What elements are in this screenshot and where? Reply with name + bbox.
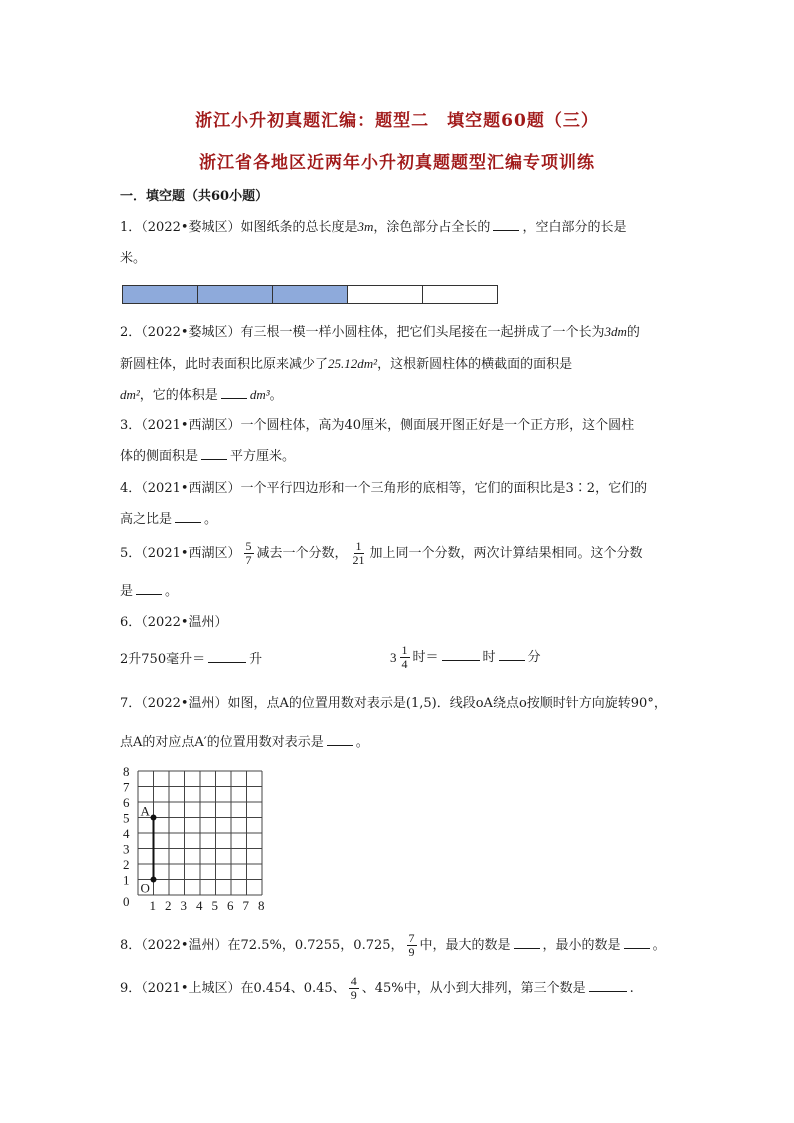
document-title: 浙江小升初真题汇编：题型二 填空题60题（三） [195, 111, 599, 131]
x-tick-label: 4 [196, 898, 203, 913]
question-4-line-1: 4．（2021•西湖区）一个平行四边形和一个三角形的底相等，它们的面积比是3∶2，它们的 [120, 481, 648, 496]
question-4-line-2: 高之比是 。 [120, 512, 218, 527]
strip-segment-filled [123, 286, 198, 303]
answer-blank[interactable] [514, 936, 540, 949]
mixed-number: 3 $\frac{1}{4}$ [390, 643, 408, 671]
answer-blank[interactable] [624, 936, 650, 949]
question-2-line-2: 新圆柱体，此时表面积比原来减少了25.12dm²，这根新圆柱体的横截面的面积是 [120, 356, 573, 372]
answer-blank[interactable] [442, 648, 480, 661]
answer-blank[interactable] [221, 386, 247, 399]
question-5-line-1: 5．（2021•西湖区） $\frac{5}{7}$ 减去一个分数， $\frac{1}{21}$ 加上同一个分数，两次计算结果相同。这个分数 [120, 539, 643, 567]
question-1-line-1: 1．（2022•婺城区）如图纸条的总长度是3m，涂色部分占全长的 ，空白部分的长是 [120, 219, 627, 235]
answer-blank[interactable] [589, 979, 627, 992]
point-O-label: O [140, 880, 150, 896]
question-5-line-2: 是 。 [120, 584, 179, 599]
y-tick-label: 3 [123, 841, 130, 857]
x-tick-label: 6 [227, 898, 234, 913]
origin-label: 0 [123, 894, 130, 909]
point-A-label: A [140, 803, 150, 819]
strip-segment-filled [273, 286, 348, 303]
strip-segment-empty [423, 286, 497, 303]
question-6-right: 3 $\frac{1}{4}$ 时＝ 时 分 [390, 643, 541, 671]
question-2-line-3: dm²，它的体积是 dm³。 [120, 387, 283, 403]
question-1-line-2: 米。 [120, 251, 147, 266]
y-tick-label: 2 [123, 857, 130, 872]
paper-strip-figure [122, 285, 498, 304]
coordinate-grid-figure [108, 758, 283, 918]
section-heading: 一．填空题（共60小题） [120, 189, 269, 204]
fraction: $\frac{7}{9}$ [408, 931, 415, 959]
strip-segment-empty [348, 286, 423, 303]
y-tick-label: 1 [123, 872, 130, 888]
answer-blank[interactable] [493, 218, 519, 231]
answer-blank[interactable] [208, 650, 246, 663]
y-tick-label: 7 [123, 779, 130, 795]
question-3-line-1: 3．（2021•西湖区）一个圆柱体，高为40厘米，侧面展开图正好是一个正方形，这个圆柱 [120, 418, 635, 433]
point-A [151, 815, 157, 821]
fraction: $\frac{4}{9}$ [350, 974, 357, 1002]
y-tick-label: 6 [123, 795, 130, 810]
x-tick-label: 5 [211, 898, 218, 913]
answer-blank[interactable] [201, 447, 227, 460]
x-tick-label: 1 [149, 898, 156, 913]
x-tick-label: 8 [258, 898, 265, 913]
answer-blank[interactable] [136, 582, 162, 595]
answer-blank[interactable] [327, 733, 353, 746]
answer-blank[interactable] [499, 648, 525, 661]
question-2-line-1: 2．（2022•婺城区）有三根一模一样小圆柱体，把它们头尾接在一起拼成了一个长为3dm的 [120, 324, 640, 340]
point-O [151, 877, 157, 883]
answer-blank[interactable] [175, 510, 201, 523]
fraction: $\frac{1}{21}$ [352, 539, 365, 567]
x-tick-label: 7 [242, 898, 249, 913]
document-subtitle: 浙江省各地区近两年小升初真题题型汇编专项训练 [199, 153, 595, 173]
fraction: $\frac{5}{7}$ [245, 539, 252, 567]
question-7-line-2: 点A的对应点A′的位置用数对表示是 。 [120, 735, 369, 750]
question-3-line-2: 体的侧面积是 平方厘米。 [120, 449, 296, 464]
strip-segment-filled [198, 286, 273, 303]
question-6-heading: 6．（2022•温州） [120, 615, 228, 630]
x-tick-label: 3 [180, 898, 187, 913]
y-tick-label: 8 [123, 764, 130, 779]
x-tick-label: 2 [165, 898, 172, 913]
y-tick-label: 4 [123, 826, 130, 841]
question-6-left: 2升750毫升＝ 升 [120, 652, 263, 667]
question-7-line-1: 7．（2022•温州）如图，点A的位置用数对表示是(1,5)．线段oA绕点o按顺时针方向旋转90°， [120, 696, 667, 711]
question-9: 9．（2021•上城区）在0.454、0.45̇、 $\frac{4}{9}$ 、45%中，从小到大排列，第三个数是 . [120, 974, 634, 1002]
question-8: 8．（2022•温州）在72.5%，0.7255，0.725̇， $\frac{7}{9}$ 中，最大的数是 ，最小的数是 。 [120, 931, 666, 959]
y-tick-label: 5 [123, 810, 130, 826]
